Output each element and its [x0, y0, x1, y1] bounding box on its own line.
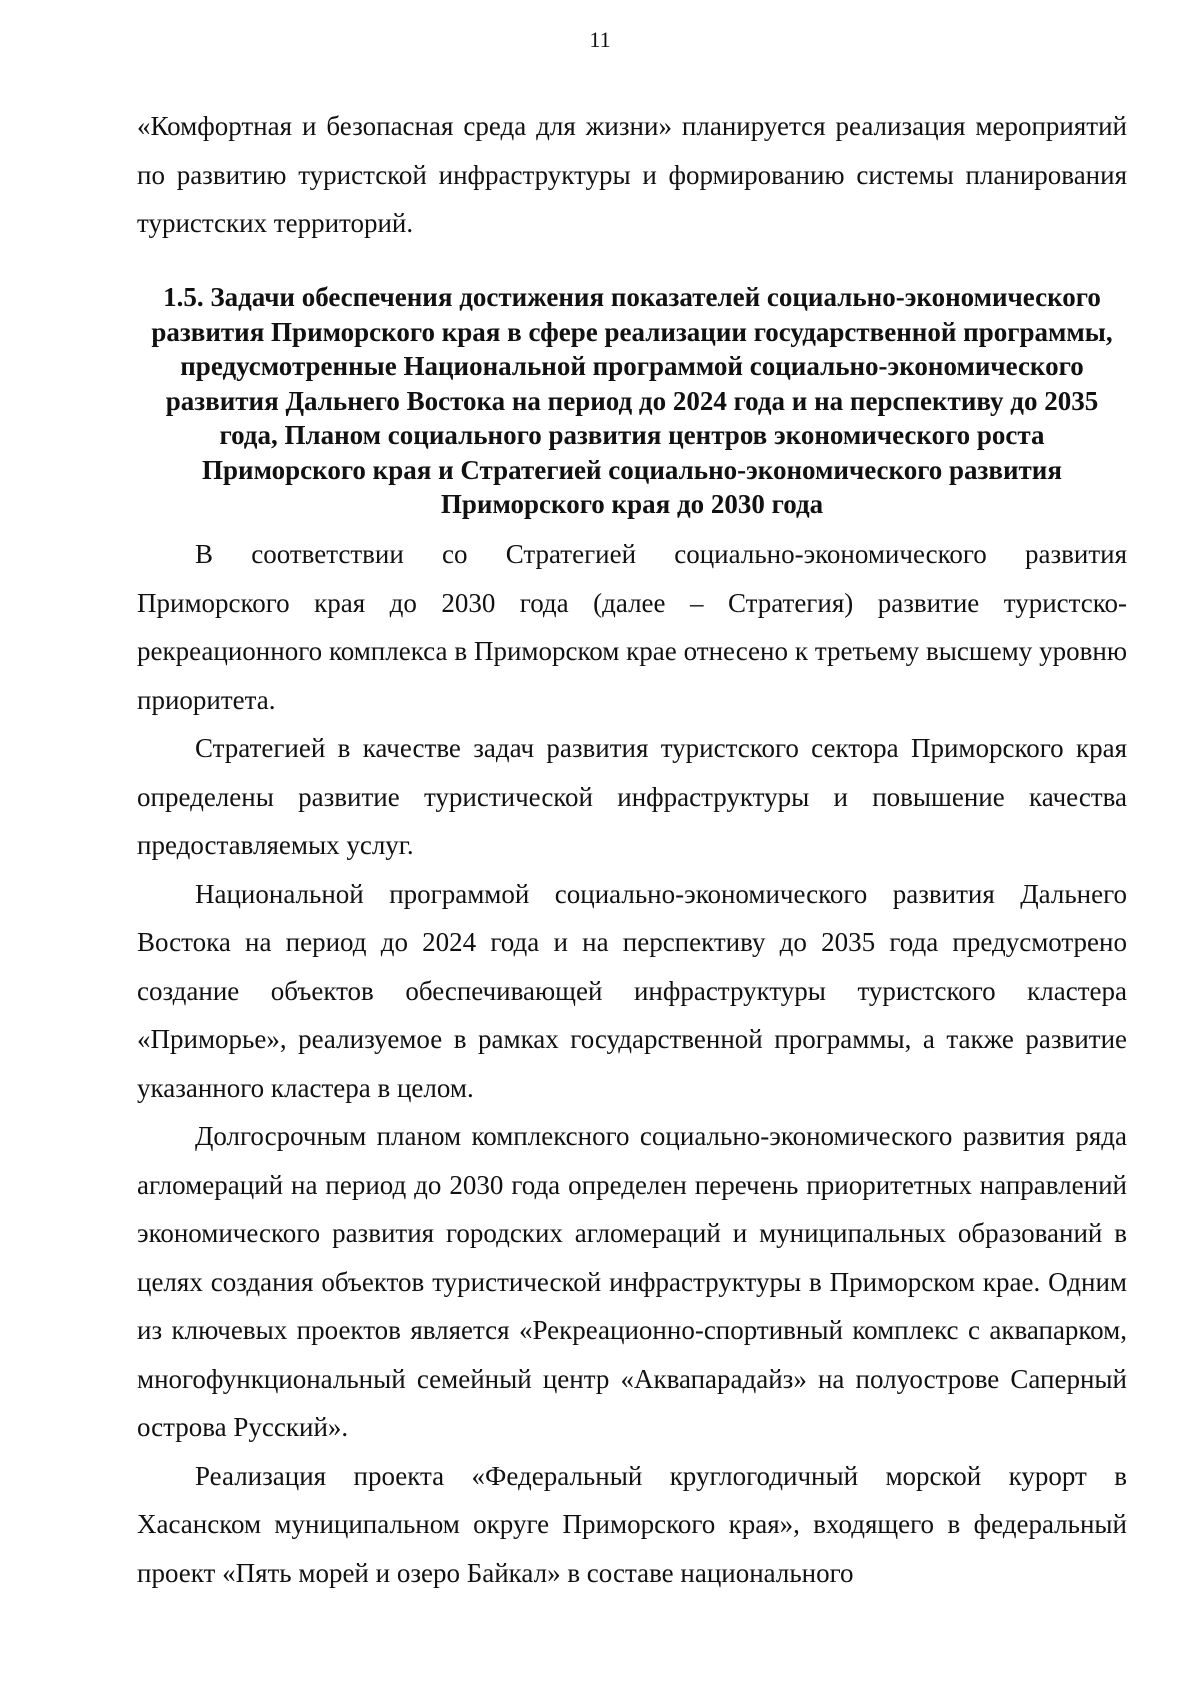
page-number: 11 [589, 27, 611, 52]
paragraph-resort-project: Реализация проекта «Федеральный круглогодичный морской курорт в Хасанском муниципальном округе Приморского края», входящего в федеральный проект «Пять морей и озеро Байкал» в составе национального [137, 1460, 1127, 1588]
intro-paragraph: «Комфортная и безопасная среда для жизни» планируется реализация мероприятий по развитию туристской инфраструктуры и формированию системы планирования туристских территорий. [137, 111, 1127, 238]
main-text-block [137, 530, 1127, 1597]
intro-text-block [137, 102, 1127, 248]
paragraph-long-term-plan: Долгосрочным планом комплексного социально-экономического развития ряда агломераций на период до 2030 года определен перечень приоритетных направлений экономического развития городских агломераций и муниципальных образований в целях создания объектов туристической инфраструктуры в Приморском крае. Одним из ключевых проектов является «Рекреационно-спортивный комплекс с аквапарком, многофункциональный семейный центр «Аквапарадайз» на полуострове Саперный острова Русский». [137, 1121, 1127, 1442]
section-heading: 1.5. Задачи обеспечения достижения показателей социально-экономического развития Приморского края в сфере реализации государственной программы, предусмотренные Национальной программой социально-экономического развития Дальнего Востока на период до 2024 года и на перспективу до 2035 года, Планом социального развития центров экономического роста Приморского края и Стратегией социально-экономического развития Приморского края до 2030 года [151, 282, 1113, 519]
paragraph-strategy-tasks: Стратегией в качестве задач развития туристского сектора Приморского края определены развитие туристической инфраструктуры и повышение качества предоставляемых услуг. [137, 733, 1127, 860]
paragraph-national-program: Национальной программой социально-экономического развития Дальнего Востока на период до 2024 года и на перспективу до 2035 года предусмотрено создание объектов обеспечивающей инфраструктуры туристского кластера «Приморье», реализуемое в рамках государственной программы, а также развитие указанного кластера в целом. [137, 878, 1127, 1103]
paragraph-strategy-priority: В соответствии со Стратегией социально-экономического развития Приморского края до 2030 года (далее – Стратегия) развитие туристско-рекреационного комплекса в Приморском крае отнесено к третьему высшему уровню приоритета. [137, 539, 1127, 715]
